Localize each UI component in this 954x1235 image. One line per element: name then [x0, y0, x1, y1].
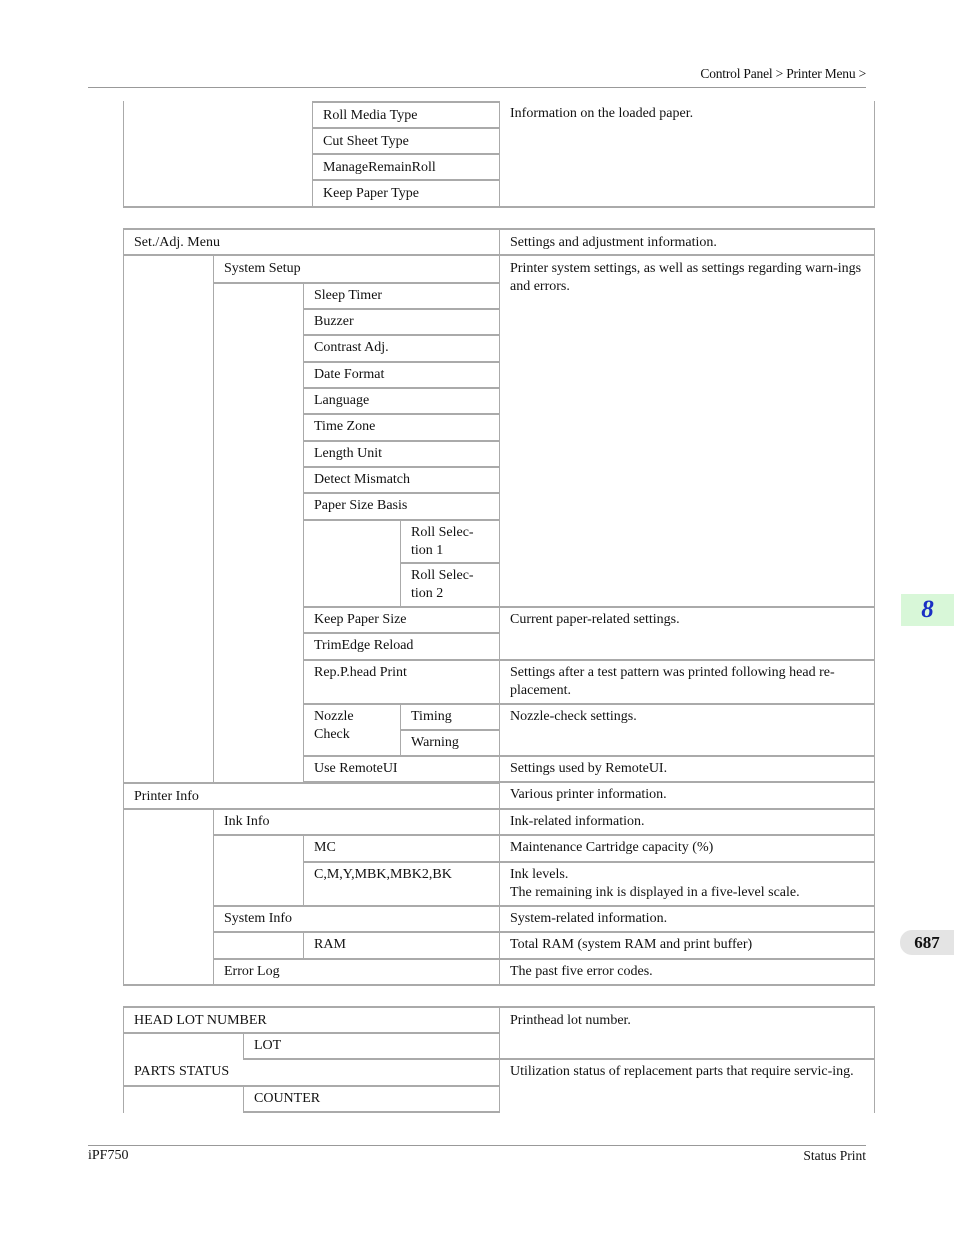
table-cell-empty — [303, 520, 401, 608]
header-rule — [88, 87, 866, 88]
table-cell-keep-paper-size: Keep Paper Size — [303, 607, 500, 634]
table-cell-rep-head-desc: Settings after a test pattern was printed following head re-placement. — [499, 660, 875, 705]
table-cell-error-log: Error Log — [213, 959, 500, 986]
table-cell-paper-desc: Information on the loaded paper. — [499, 101, 875, 208]
table-cell-nozzle-timing: Timing — [400, 704, 500, 731]
table-cell-cut-sheet-type: Cut Sheet Type — [312, 127, 500, 154]
table-cell-sleep-timer: Sleep Timer — [303, 283, 500, 310]
table-cell-parts-status: PARTS STATUS — [123, 1059, 500, 1087]
table-cell-language: Language — [303, 388, 500, 415]
table-cell-empty — [213, 932, 304, 960]
table-cell-system-setup-desc: Printer system settings, as well as settings regarding warn-ings and errors. — [499, 256, 875, 608]
table-cell-roll-media-type: Roll Media Type — [312, 101, 500, 128]
table-cell-system-info-desc: System-related information. — [499, 906, 875, 933]
breadcrumb: Control Panel > Printer Menu > — [700, 66, 866, 81]
table-cell-date-format: Date Format — [303, 362, 500, 389]
table-cell-roll-selection-1: Roll Selec-tion 1 — [400, 520, 500, 564]
table-cell-head-lot-desc: Printhead lot number. — [499, 1006, 875, 1060]
table-cell-ink-info-desc: Ink-related information. — [499, 809, 875, 836]
table-cell-nozzle-desc: Nozzle-check settings. — [499, 704, 875, 757]
table-cell-buzzer: Buzzer — [303, 309, 500, 336]
table-cell-detect-mismatch: Detect Mismatch — [303, 467, 500, 494]
table-cell-roll-selection-2: Roll Selec-tion 2 — [400, 563, 500, 608]
ink-levels-line-1: Ink levels. — [510, 867, 569, 882]
footer-section: Status Print — [803, 1148, 866, 1163]
table-cell-ink-info: Ink Info — [213, 809, 500, 836]
table-cell-ram: RAM — [303, 932, 500, 960]
table-cell-rep-head-print: Rep.P.head Print — [303, 660, 500, 705]
table-cell-manage-remain-roll: ManageRemainRoll — [312, 153, 500, 180]
table-cell-empty — [123, 809, 214, 986]
table-cell-use-remoteui: Use RemoteUI — [303, 756, 500, 783]
table-cell-set-adj-menu: Set./Adj. Menu — [123, 228, 500, 256]
chapter-tab[interactable]: 8 — [901, 594, 954, 626]
table-cell-empty — [213, 283, 304, 783]
footer-model: iPF750 — [88, 1148, 129, 1163]
table-cell-empty — [213, 835, 304, 907]
table-cell-mc-desc: Maintenance Cartridge capacity (%) — [499, 835, 875, 863]
table-cell-empty — [123, 101, 312, 208]
table-cell-mc: MC — [303, 835, 500, 863]
table-cell-ram-desc: Total RAM (system RAM and print buffer) — [499, 932, 875, 960]
table-cell-nozzle-check: Nozzle Check — [303, 704, 401, 757]
table-cell-printer-info-desc: Various printer information. — [499, 782, 875, 810]
table-cell-empty — [123, 1086, 244, 1113]
table-cell-contrast-adj: Contrast Adj. — [303, 335, 500, 363]
table-cell-trimedge-reload: TrimEdge Reload — [303, 633, 500, 661]
table-cell-ink-colors: C,M,Y,MBK,MBK2,BK — [303, 862, 500, 907]
ink-levels-line-2: The remaining ink is displayed in a five-level scale. — [510, 885, 800, 900]
table-cell-system-info: System Info — [213, 906, 500, 933]
table-cell-nozzle-warning: Warning — [400, 730, 500, 757]
table-cell-paper-size-basis: Paper Size Basis — [303, 493, 500, 521]
footer-rule — [88, 1145, 866, 1146]
table-cell-empty — [123, 256, 214, 783]
table-cell-keep-paper-type: Keep Paper Type — [312, 179, 500, 208]
page-number-tab: 687 — [900, 930, 954, 955]
table-cell-empty — [123, 1033, 244, 1060]
table-cell-set-adj-desc: Settings and adjustment information. — [499, 228, 875, 256]
table-cell-error-log-desc: The past five error codes. — [499, 959, 875, 986]
table-cell-printer-info: Printer Info — [123, 782, 500, 810]
table-cell-paper-settings-desc: Current paper-related settings. — [499, 607, 875, 661]
table-cell-ink-levels-desc — [499, 862, 875, 907]
table-cell-parts-desc: Utilization status of replacement parts that require servic-ing. — [499, 1059, 875, 1113]
table-cell-length-unit: Length Unit — [303, 441, 500, 468]
table-cell-system-setup: System Setup — [213, 256, 500, 284]
table-cell-remoteui-desc: Settings used by RemoteUI. — [499, 756, 875, 783]
table-cell-time-zone: Time Zone — [303, 414, 500, 442]
table-cell-counter: COUNTER — [243, 1086, 500, 1113]
table-cell-head-lot-number: HEAD LOT NUMBER — [123, 1006, 500, 1034]
table-cell-lot: LOT — [243, 1033, 500, 1060]
